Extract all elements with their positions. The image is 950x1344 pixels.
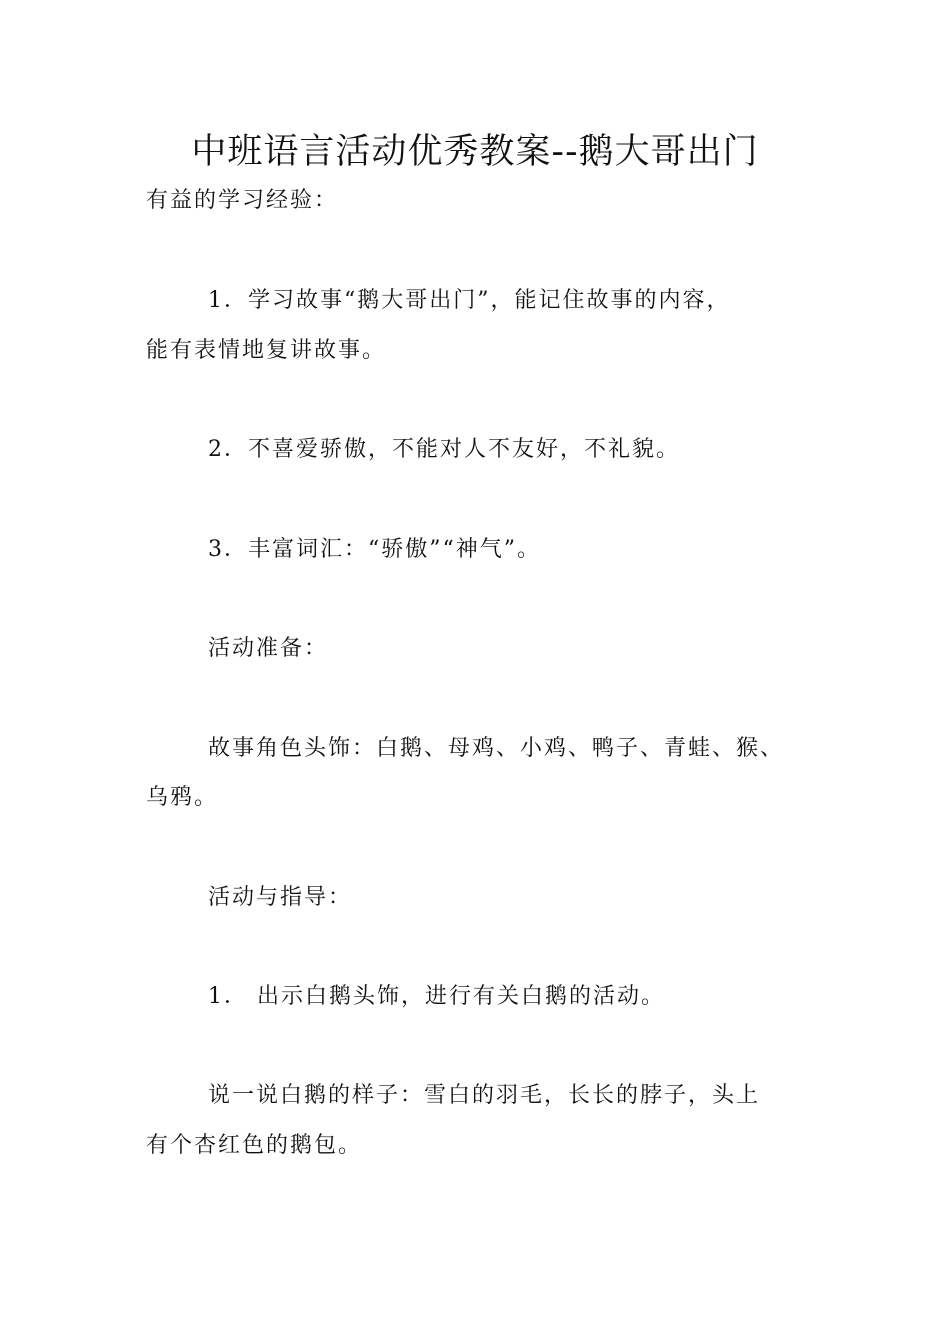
paragraph-line: 故事角色头饰：白鹅、母鸡、小鸡、鸭子、青蛙、猴、 [208, 736, 785, 761]
section-heading-activity-guidance: 活动与指导： [208, 885, 353, 910]
paragraph-line: 乌鸦。 [146, 785, 219, 810]
section-heading-preparation: 活动准备： [208, 636, 329, 661]
paragraph-line: 说一说白鹅的样子：雪白的羽毛，长长的脖子，头上 [208, 1083, 761, 1108]
paragraph-line: 2．不喜爱骄傲，不能对人不友好，不礼貌。 [208, 437, 680, 462]
paragraph-line: 能有表情地复讲故事。 [146, 338, 387, 363]
paragraph-line: 3．丰富词汇：“骄傲”“神气”。 [208, 537, 541, 562]
paragraph-line: 1． 出示白鹅头饰，进行有关白鹅的活动。 [208, 984, 665, 1009]
document-title: 中班语言活动优秀教案--鹅大哥出门 [191, 132, 759, 172]
section-heading-learning-experience: 有益的学习经验： [146, 188, 339, 213]
paragraph-line: 有个杏红色的鹅包。 [146, 1133, 363, 1158]
paragraph-line: 1．学习故事“鹅大哥出门”，能记住故事的内容， [208, 288, 731, 313]
